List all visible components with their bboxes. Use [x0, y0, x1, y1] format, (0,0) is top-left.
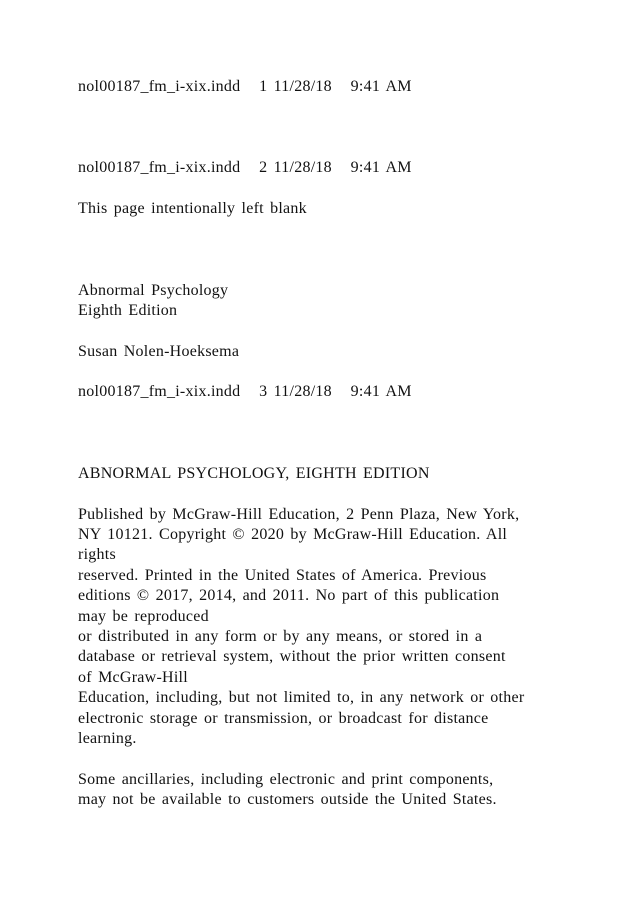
blank-page-notice: This page intentionally left blank [78, 200, 307, 217]
copyright-text-line: Published by McGraw-Hill Education, 2 Penn Plaza, New York, [78, 506, 520, 523]
copyright-text-line: Education, including, but not limited to, in any network or other [78, 689, 525, 706]
copyright-text-line: NY 10121. Copyright © 2020 by McGraw-Hill Education. All [78, 526, 508, 543]
ancillaries-text-line: may not be available to customers outside the United States. [78, 791, 497, 808]
copyright-text-line: reserved. Printed in the United States of America. Previous [78, 567, 487, 584]
indd-slug-page-1: nol00187_fm_i-xix.indd 1 11/28/18 9:41 AM [78, 78, 412, 95]
copyright-text-line: electronic storage or transmission, or broadcast for distance [78, 710, 489, 727]
indd-slug-page-3: nol00187_fm_i-xix.indd 3 11/28/18 9:41 AM [78, 383, 412, 400]
copyright-text-line: editions © 2017, 2014, and 2011. No part of this publication [78, 587, 500, 604]
ancillaries-text-line: Some ancillaries, including electronic and print components, [78, 771, 494, 788]
book-author: Susan Nolen-Hoeksema [78, 343, 240, 360]
book-edition: Eighth Edition [78, 302, 178, 319]
indd-slug-page-2: nol00187_fm_i-xix.indd 2 11/28/18 9:41 AM [78, 159, 412, 176]
book-title: Abnormal Psychology [78, 282, 229, 299]
copyright-text-line: of McGraw-Hill [78, 669, 188, 686]
copyright-text-line: rights [78, 546, 116, 563]
copyright-heading: ABNORMAL PSYCHOLOGY, EIGHTH EDITION [78, 465, 430, 482]
copyright-text-line: may be reproduced [78, 608, 209, 625]
copyright-text-line: or distributed in any form or by any means, or stored in a [78, 628, 483, 645]
copyright-text-line: learning. [78, 730, 137, 747]
copyright-text-line: database or retrieval system, without the prior written consent [78, 648, 506, 665]
